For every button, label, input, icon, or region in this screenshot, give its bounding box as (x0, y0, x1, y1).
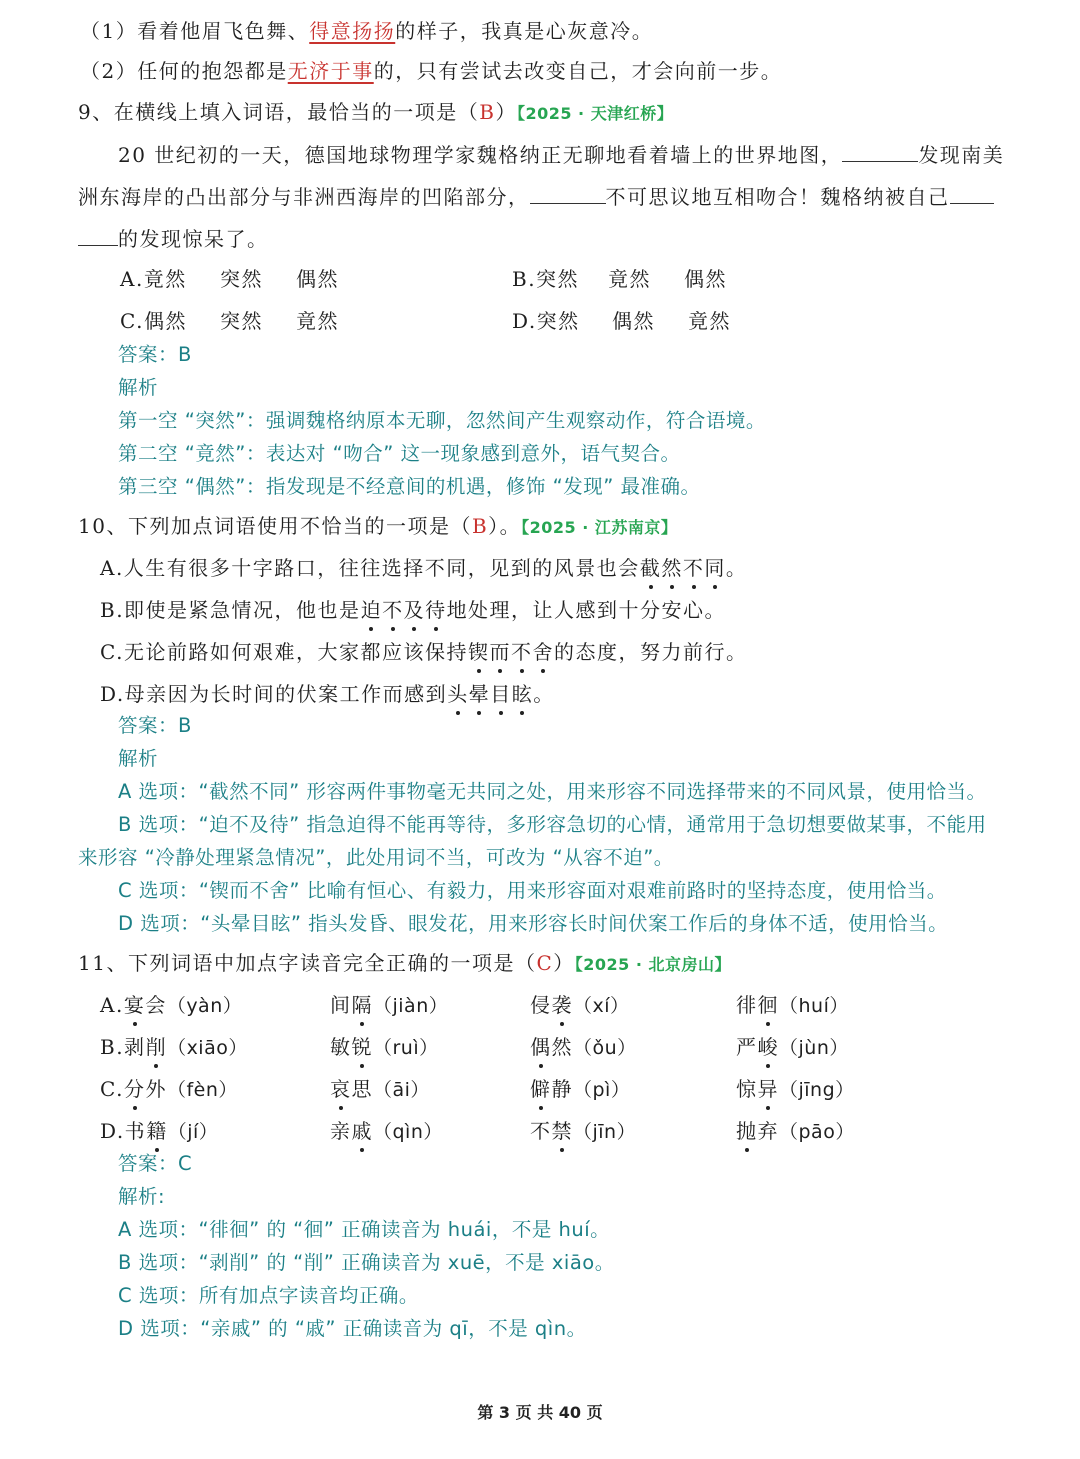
q10-explanation-d: D 选项：“头晕目眩” 指头发昏、眼发花，用来形容长时间伏案工作后的身体不适，使用恰当。 (118, 912, 949, 935)
q8-item-1-highlight: 得意扬扬 (309, 19, 396, 43)
emphasis-char: 徊 (758, 990, 780, 1020)
pinyin-reading: （jí） (167, 1121, 219, 1143)
emphasis-char: 然 (661, 553, 683, 583)
pinyin-reading: （ruì） (373, 1037, 439, 1059)
q9-passage-line-3 (78, 223, 269, 254)
q11-stem-text: 11、下列词语中加点字读音完全正确的一项是（ (78, 951, 537, 975)
q10-opt-b-dotted-word (361, 598, 447, 622)
emphasis-char: 削 (146, 1032, 168, 1062)
emphasis-char: 异 (758, 1074, 780, 1104)
q8-item-1 (80, 16, 653, 46)
pinyin-reading: （pì） (573, 1079, 631, 1101)
emphasis-char: 而 (489, 637, 511, 667)
option-char: 侵 (530, 993, 552, 1017)
q11-option-cell (330, 1032, 439, 1063)
q9-opt-c-1: C.偶然 (120, 309, 187, 333)
option-char: C. (100, 1077, 124, 1101)
emphasis-char: 晕 (469, 679, 491, 709)
option-char: 然 (551, 1035, 573, 1059)
q9-opt-c-3: 竟然 (296, 309, 339, 333)
emphasis-char: 不 (382, 595, 404, 625)
q11-option-cell (100, 1074, 238, 1105)
q10-option-d (100, 679, 555, 709)
emphasis-char: 待 (425, 595, 447, 625)
emphasis-char: 迫 (361, 595, 383, 625)
q10-explanation-c: C 选项：“锲而不舍” 比喻有恒心、有毅力，用来形容面对艰难前路时的坚持态度，使用恰当。 (118, 879, 947, 902)
option-char: B.剥 (100, 1035, 146, 1059)
q9-analysis-label: 解析 (118, 376, 159, 399)
q11-option-cell (100, 1116, 218, 1147)
emphasis-char: 不 (683, 553, 705, 583)
option-char: 弃 (757, 1119, 779, 1143)
option-char: D.书 (100, 1119, 147, 1143)
q11-option-cell (530, 990, 630, 1021)
q11-option-cell (736, 1074, 855, 1105)
q9-passage-line-1 (118, 139, 1004, 170)
emphasis-char: 不 (511, 637, 533, 667)
q9-passage-1b: 发现南美 (918, 143, 1005, 167)
emphasis-char: 袭 (552, 990, 574, 1020)
q11-option-cell (100, 1032, 248, 1063)
emphasis-char: 舍 (532, 637, 554, 667)
option-char: 敏 (330, 1035, 352, 1059)
page-footer: 第 3 页 共 40 页 (477, 1403, 603, 1422)
pinyin-reading: （qìn） (373, 1121, 443, 1143)
q9-opt-a-2: 突然 (220, 267, 263, 291)
q10-answer: 答案：B (118, 714, 192, 737)
pinyin-reading: （fèn） (166, 1079, 238, 1101)
q9-blank-2 (530, 181, 606, 204)
option-char: 会 (145, 993, 167, 1017)
q9-blank-1 (842, 139, 918, 162)
q10-analysis-label: 解析 (118, 747, 159, 770)
q9-source-tag: 【2025 · 天津红桥】 (516, 104, 674, 123)
q10-source-tag: 【2025 · 江苏南京】 (521, 518, 678, 537)
q11-option-cell (330, 990, 448, 1021)
q10-stem (78, 511, 677, 543)
q10-option-a (100, 553, 747, 583)
q10-option-c (100, 637, 747, 667)
option-char: 亲 (330, 1119, 352, 1143)
pinyin-reading: （pāo） (779, 1121, 855, 1143)
q9-explanation-2: 第二空 “竟然”：表达对 “吻合” 这一现象感到意外，语气契合。 (118, 442, 681, 465)
option-char: 思 (351, 1077, 373, 1101)
q10-opt-c-text: C.无论前路如何艰难，大家都应该保持 (100, 640, 468, 664)
q9-stem (78, 97, 673, 129)
q10-opt-a-text: A.人生有很多十字路口，往往选择不同，见到的风景也会 (100, 556, 640, 580)
q10-stem-answer: B (471, 514, 489, 538)
q10-explanation-b-1: B 选项：“迫不及待” 指急迫得不能再等待，多形容急切的心情，通常用于急切想要做某事，不能用 (118, 813, 987, 836)
q9-opt-b-3: 偶然 (684, 267, 727, 291)
q9-blank-3b (78, 223, 118, 246)
option-char: A. (100, 993, 124, 1017)
q9-opt-a-3: 偶然 (296, 267, 339, 291)
emphasis-char: 隔 (352, 990, 374, 1020)
q10-stem-close: ）。 (488, 514, 522, 538)
option-char: 外 (145, 1077, 167, 1101)
option-char: 静 (551, 1077, 573, 1101)
q11-option-cell (100, 990, 242, 1021)
q9-explanation-3: 第三空 “偶然”：指发现是不经意间的机遇，修饰 “发现” 最准确。 (118, 475, 701, 498)
q10-opt-d-end: 。 (533, 682, 555, 706)
option-char: 惊 (736, 1077, 758, 1101)
q9-opt-d-1: D.突然 (512, 309, 580, 333)
q9-passage-2a: 洲东海岸的凸出部分与非洲西海岸的凹陷部分， (78, 185, 530, 209)
q9-passage-1a: 20 世纪初的一天，德国地球物理学家魏格纳正无聊地看着墙上的世界地图， (118, 143, 843, 167)
q11-option-cell (736, 1116, 855, 1147)
option-char: 不 (530, 1119, 552, 1143)
q11-option-cell (330, 1074, 430, 1105)
emphasis-char: 锲 (468, 637, 490, 667)
q8-item-1-text-b: 的样子，我真是心灰意冷。 (395, 19, 654, 43)
pinyin-reading: （āi） (373, 1079, 430, 1101)
q11-option-cell (530, 1032, 637, 1063)
q9-opt-c-2: 突然 (220, 309, 263, 333)
emphasis-char: 抛 (736, 1116, 758, 1146)
emphasis-char: 同 (704, 553, 726, 583)
q9-option-c (120, 306, 339, 336)
emphasis-char: 及 (404, 595, 426, 625)
pinyin-reading: （jīn） (573, 1121, 637, 1143)
q9-opt-d-3: 竟然 (688, 309, 731, 333)
q9-opt-d-2: 偶然 (612, 309, 655, 333)
q8-item-1-text-a: （1）看着他眉飞色舞、 (80, 19, 310, 43)
q10-stem-text: 10、下列加点词语使用不恰当的一项是（ (78, 514, 472, 538)
q9-opt-a-1: A.竟然 (120, 267, 187, 291)
emphasis-char: 锐 (352, 1032, 374, 1062)
q11-source-tag: 【2025 · 北京房山】 (574, 955, 732, 974)
q9-stem-close: ） (495, 100, 517, 124)
q9-answer: 答案：B (118, 343, 192, 366)
q10-opt-b-text: B.即使是紧急情况，他也是 (100, 598, 361, 622)
emphasis-char: 戚 (352, 1116, 374, 1146)
pinyin-reading: （jùn） (779, 1037, 849, 1059)
option-char: 间 (330, 993, 352, 1017)
q10-opt-d-text: D.母亲因为长时间的伏案工作而感到 (100, 682, 448, 706)
q9-blank-3a (950, 181, 994, 204)
q8-item-2-highlight: 无济于事 (287, 59, 374, 83)
emphasis-char: 头 (447, 679, 469, 709)
q11-answer: 答案：C (118, 1152, 193, 1175)
q11-option-cell (330, 1116, 443, 1147)
q9-explanation-1: 第一空 “突然”：强调魏格纳原本无聊，忽然间产生观察动作，符合语境。 (118, 409, 766, 432)
emphasis-char: 峻 (758, 1032, 780, 1062)
q10-opt-a-end: 。 (725, 556, 748, 580)
q9-stem-text: 9、在横线上填入词语，最恰当的一项是（ (78, 100, 480, 124)
q10-explanation-b-2: 来形容 “冷静处理紧急情况”，此处用词不当，可改为 “从容不迫”。 (78, 846, 674, 869)
q10-option-b (100, 595, 726, 625)
q11-stem-close: ） (553, 951, 575, 975)
q10-opt-d-dotted-word (447, 682, 533, 706)
q10-opt-c-dotted-word (468, 640, 554, 664)
option-char: 徘 (736, 993, 758, 1017)
emphasis-char: 哀 (330, 1074, 352, 1104)
q8-item-2-text-b: 的，只有尝试去改变自己，才会向前一步。 (373, 59, 783, 83)
q8-item-2-text-a: （2）任何的抱怨都是 (80, 59, 288, 83)
q11-option-cell (736, 990, 849, 1021)
q10-opt-c-end: 的态度，努力前行。 (553, 640, 748, 664)
q11-explanation-d: D 选项：“亲戚” 的 “戚” 正确读音为 qī，不是 qìn。 (118, 1317, 587, 1340)
q11-stem (78, 948, 731, 980)
emphasis-char: 截 (640, 553, 662, 583)
q9-passage-line-2 (78, 181, 994, 212)
emphasis-char: 籍 (146, 1116, 168, 1146)
emphasis-char: 宴 (124, 990, 146, 1020)
q11-option-cell (530, 1074, 630, 1105)
q9-opt-b-2: 竟然 (608, 267, 651, 291)
q9-stem-answer: B (479, 100, 496, 124)
emphasis-char: 禁 (552, 1116, 574, 1146)
q9-passage-3: 的发现惊呆了。 (118, 227, 269, 251)
pinyin-reading: （jiàn） (373, 995, 449, 1017)
emphasis-char: 眩 (512, 679, 534, 709)
pinyin-reading: （ǒu） (573, 1037, 637, 1059)
q11-explanation-b: B 选项：“剥削” 的 “削” 正确读音为 xuē，不是 xiāo。 (118, 1251, 615, 1274)
q11-option-cell (736, 1032, 849, 1063)
q10-opt-a-dotted-word (640, 556, 726, 580)
emphasis-char: 僻 (530, 1074, 552, 1104)
pinyin-reading: （xiāo） (167, 1037, 248, 1059)
pinyin-reading: （huí） (779, 995, 849, 1017)
emphasis-char: 目 (490, 679, 512, 709)
emphasis-char: 偶 (530, 1032, 552, 1062)
q9-passage-2b: 不可思议地互相吻合！魏格纳被自己 (605, 185, 950, 209)
q11-analysis-label: 解析: (118, 1185, 166, 1208)
pinyin-reading: （xí） (573, 995, 630, 1017)
q9-option-b (512, 264, 727, 294)
q8-item-2 (80, 56, 782, 86)
option-char: 严 (736, 1035, 758, 1059)
q9-option-d (512, 306, 731, 336)
q9-opt-b-1: B.突然 (512, 267, 580, 291)
q11-explanation-c: C 选项：所有加点字读音均正确。 (118, 1284, 419, 1307)
q11-explanation-a: A 选项：“徘徊” 的 “徊” 正确读音为 huái，不是 huí。 (118, 1218, 611, 1241)
emphasis-char: 分 (124, 1074, 146, 1104)
q10-explanation-a: A 选项：“截然不同” 形容两件事物毫无共同之处，用来形容不同选择带来的不同风景，使用恰当。 (118, 780, 987, 803)
pinyin-reading: （yàn） (166, 995, 243, 1017)
q11-stem-answer: C (536, 951, 554, 975)
q9-option-a (120, 264, 339, 294)
pinyin-reading: （jīng） (779, 1079, 855, 1101)
q11-option-cell (530, 1116, 636, 1147)
q10-opt-b-end: 地处理，让人感到十分安心。 (446, 598, 727, 622)
